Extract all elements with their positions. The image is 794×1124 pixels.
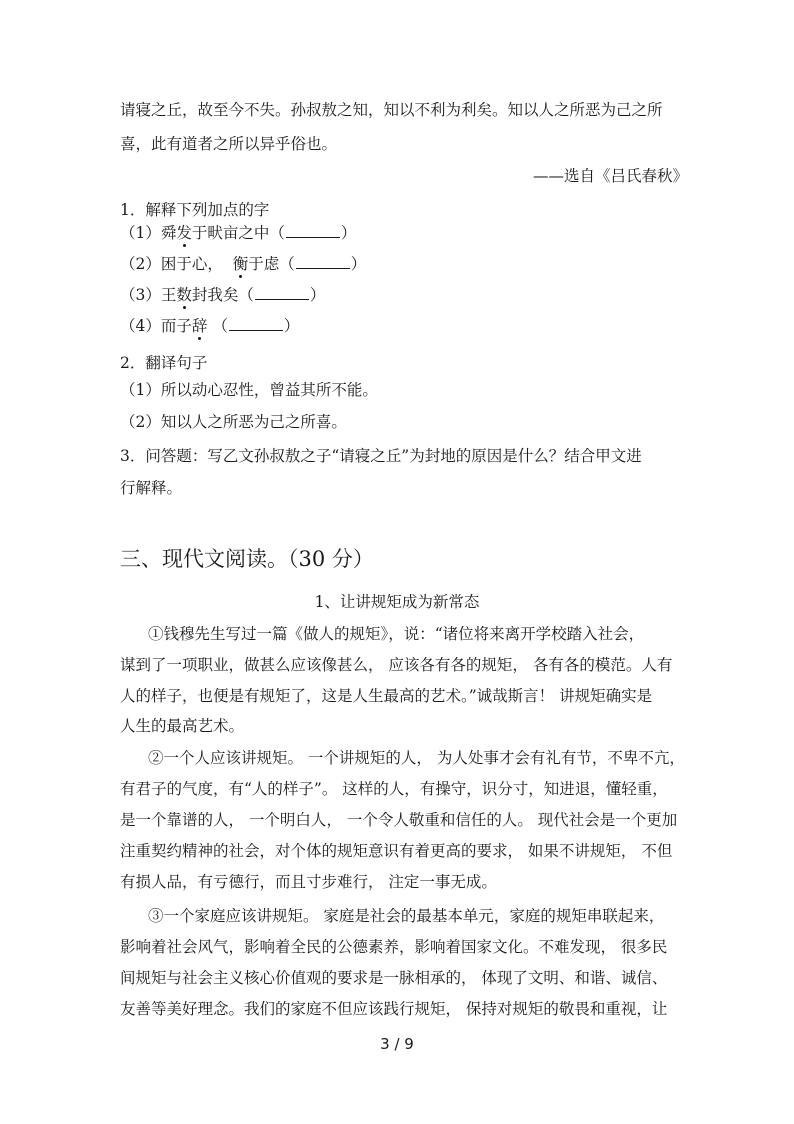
q3-line: 行解释。 [120, 479, 183, 497]
paragraph-line: ①钱穆先生写过一篇《做人的规矩》，说：“诸位将来离开学校踏入社会， [148, 625, 645, 643]
paragraph-line: 有损人品，有亏德行，而且寸步难行， 注定一事无成。 [120, 873, 497, 891]
q2-item: （2）知以人之所恶为己之所喜。 [120, 413, 347, 431]
q1-item-text: 于虑（ [248, 255, 295, 273]
dotted-char: 衡 [232, 255, 249, 273]
q1-item-text: （4）而子 [120, 317, 192, 335]
section-heading: 三、现代文阅读。（30 分） [120, 547, 374, 571]
q1-item [120, 316, 299, 336]
paragraph-line: 谋到了一项职业，做甚么应该像甚么， 应该各有各的规矩， 各有各的模范。人有 [120, 656, 673, 674]
paragraph-line: 人的样子，也便是有规矩了，这是人生最高的艺术。”诚哉斯言！ 讲规矩确实是 [120, 687, 653, 705]
paragraph-line: ③一个家庭应该讲规矩。 家庭是社会的最基本单元，家庭的规矩串联起来， [148, 907, 665, 925]
dotted-char: 辞 [191, 317, 208, 335]
answer-blank[interactable] [286, 223, 340, 238]
dotted-char: 发 [176, 224, 192, 242]
answer-blank[interactable] [255, 285, 309, 300]
q1-item [120, 285, 325, 305]
q1-item [120, 254, 366, 274]
q1-item [120, 223, 356, 243]
answer-blank[interactable] [229, 316, 283, 331]
dotted-char: 数 [176, 286, 192, 304]
paragraph-line: 友善等美好理念。我们的家庭不但应该践行规矩， 保持对规矩的敬畏和重视，让 [120, 1000, 668, 1018]
paragraph-line: 注重契约精神的社会，对个体的规矩意识有着更高的要求， 如果不讲规矩， 不但 [120, 842, 673, 860]
answer-blank[interactable] [296, 254, 350, 269]
q1-item-text: ） [309, 286, 326, 304]
q1-item-text: （2）困于心， [120, 255, 233, 273]
paragraph-line: 是一个靠谱的人， 一个明白人， 一个令人敬重和信任的人。 现代社会是一个更加 [120, 811, 678, 829]
q1-item-text: ） [350, 255, 367, 273]
q1-item-text: 于畎亩之中（ [191, 224, 285, 242]
paragraph-line: 有君子的气度，有“人的样子”。 这样的人，有操守，识分寸，知进退，懂轻重， [120, 780, 668, 798]
q1-item-text: （ [207, 317, 228, 335]
paragraph-line: 影响着社会风气，影响着全民的公德素养，影响着国家文化。不难发现， 很多民 [120, 938, 668, 956]
paragraph-line: ②一个人应该讲规矩。 一个讲规矩的人， 为人处事才会有礼有节，不卑不亢， [148, 749, 685, 767]
q1-item-text: （1）舜 [120, 224, 177, 242]
paragraph-line: 人生的最高艺术。 [120, 717, 245, 735]
question-title: 1．解释下列加点的字 [120, 201, 270, 219]
page-number: 3 / 9 [380, 1035, 414, 1053]
source-attribution: ——选自《吕氏春秋》 [532, 167, 688, 185]
paragraph-line: 间规矩与社会主义核心价值观的要求是一脉相承的， 体现了文明、和谐、诚信、 [120, 969, 668, 987]
q3-line: 3．问答题：写乙文孙叔敖之子“请寝之丘”为封地的原因是什么？结合甲文进 [120, 447, 642, 465]
passage-line: 喜，此有道者之所以异乎俗也。 [120, 135, 338, 153]
q1-item-text: （3）王 [120, 286, 177, 304]
question-title: 2．翻译句子 [120, 354, 208, 372]
q1-item-text: 封我矣（ [191, 286, 254, 304]
passage-line: 请寝之丘，故至今不失。孙叔敖之知，知以不利为利矣。知以人之所恶为己之所 [120, 101, 663, 119]
q1-item-text: ） [340, 224, 357, 242]
q2-item: （1）所以动心忍性，曾益其所不能。 [120, 381, 378, 399]
article-title: 1、让讲规矩成为新常态 [314, 593, 480, 611]
q1-item-text: ） [283, 317, 300, 335]
